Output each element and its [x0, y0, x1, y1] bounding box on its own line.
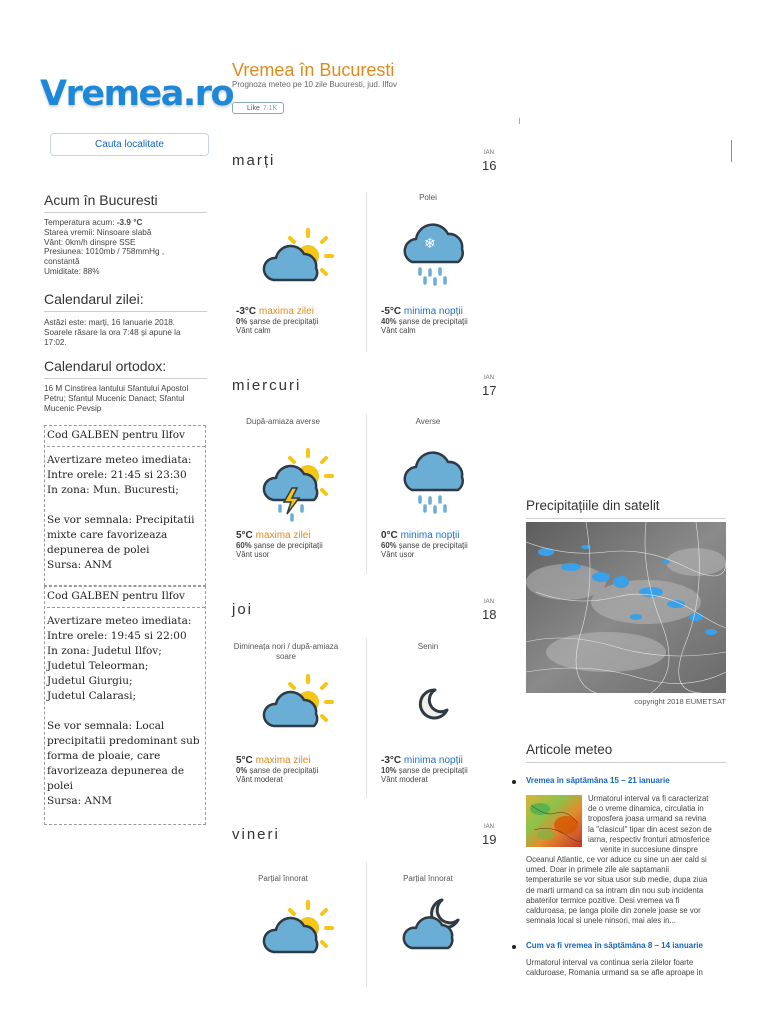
alert-line: polei — [47, 780, 73, 792]
precip-label: șanse de precipitații — [398, 317, 468, 326]
day-number: 17 — [482, 383, 497, 398]
calendar-line: Soarele răsare la ora 7:48 și apune la — [44, 327, 181, 337]
day-condition: După-amiaza averse — [246, 417, 320, 426]
humidity-line: Umiditate: 88% — [44, 266, 100, 276]
excerpt-line: Urmatorul interval va continua seria zilelor foarte — [526, 958, 694, 967]
list-bullet — [512, 945, 516, 949]
moon-cloud-icon — [398, 896, 478, 976]
alert-line: Se vor semnala: Precipitatii — [47, 514, 195, 526]
min-label: minima nopții — [400, 530, 460, 541]
min-temp: -3°C — [381, 755, 402, 766]
excerpt-line: Oceanul Atlantic, ce vor aduce cu sine un aer cald si — [526, 855, 707, 864]
alert-line: favorizeaza depunerea de — [47, 765, 185, 777]
excerpt-line: de marti urmand ca sa intram din nou sub incidenta — [526, 885, 704, 895]
excerpt-line: la "clasicul" tipar din acest sezon de — [588, 824, 712, 834]
precip-label: șanse de precipitații — [398, 766, 468, 775]
yellow-alert-box — [44, 586, 206, 825]
min-temp: 0°C — [381, 530, 398, 541]
min-label: minima nopții — [403, 755, 463, 766]
wind-line: Vânt: 0km/h dinspre SSE — [44, 237, 136, 247]
svg-text:❄: ❄ — [424, 236, 436, 252]
day-number: 19 — [482, 832, 497, 847]
excerpt-line: venite in succesiune dinspre — [600, 845, 698, 855]
precip-label: șanse de precipitații — [398, 541, 468, 550]
day-name: marți — [232, 152, 276, 169]
alert-title: Cod GALBEN pentru Ilfov — [47, 589, 205, 608]
pressure-line: Presiunea: 1010mb / 758mmHg , — [44, 247, 165, 257]
sun-cloud-icon — [256, 668, 336, 748]
night-forecast — [381, 306, 468, 335]
article-excerpt-continued — [526, 855, 726, 926]
day-forecast — [236, 306, 318, 335]
excerpt-line: calduroasa, pe langa ploile din zonele joase se vor — [526, 906, 701, 916]
article-thumbnail[interactable] — [526, 795, 582, 847]
alert-line — [47, 498, 205, 513]
article-link[interactable]: Cum va fi vremea în săptămâna 8 – 14 ianuarie — [526, 941, 703, 950]
excerpt-line: iarna, respectiv fronturi atmosferice — [588, 834, 710, 844]
satellite-map[interactable] — [526, 522, 726, 693]
excerpt-line: temperaturile se vor situa usor sub medie, dupa ziua — [526, 875, 708, 885]
alert-line: Judetul Calarasi; — [47, 690, 137, 702]
yellow-alert-box — [44, 425, 206, 586]
calendar-details — [44, 318, 207, 347]
sun-cloud-icon — [256, 222, 336, 302]
alert-line: Judetul Giurgiu; — [47, 675, 133, 687]
alert-line: depunerea de polei — [47, 544, 150, 556]
day-name: vineri — [232, 826, 280, 843]
site-logo[interactable]: Vremea.ro — [40, 74, 234, 114]
day-forecast — [236, 530, 323, 559]
max-temp: 5°C — [236, 530, 253, 541]
articles-title: Articole meteo — [526, 742, 726, 763]
orthodox-line: 16 M Cinstirea lantului Sfantului Apostol — [44, 384, 189, 393]
precip-chance: 40% — [381, 317, 397, 326]
night-forecast — [381, 755, 468, 784]
page-title: Vremea în Bucuresti — [232, 60, 395, 80]
precip-chance: 0% — [236, 766, 248, 775]
max-label: maxima zilei — [255, 530, 311, 541]
max-label: maxima zilei — [255, 755, 311, 766]
current-weather-details — [44, 218, 207, 277]
wind-info: Vânt moderat — [381, 775, 428, 784]
pressure-trend-line: constantă — [44, 257, 80, 267]
max-temp: -3°C — [236, 306, 257, 317]
excerpt-line: calduroase, Romania urmand sa se afle aproape in — [526, 968, 703, 978]
day-condition: Parțial înnorat — [258, 874, 308, 883]
alert-line: Avertizare meteo imediata: — [47, 454, 192, 466]
alert-line: Intre orele: 21:45 si 23:30 — [47, 469, 187, 481]
day-month: IAN — [484, 824, 495, 830]
night-forecast — [381, 530, 468, 559]
satellite-image — [526, 522, 726, 693]
sun-cloud-icon — [256, 894, 336, 974]
orthodox-line: Mucenic Pevsip — [44, 403, 102, 413]
precip-chance: 0% — [236, 317, 248, 326]
search-location-button[interactable]: Cauta localitate — [50, 133, 209, 156]
excerpt-line: abaterilor termice pozitive. Desi vremea va fi — [526, 895, 680, 905]
calendar-line: 17:02. — [44, 337, 67, 347]
max-temp: 5°C — [236, 755, 253, 766]
condition-line: Starea vremii: Ninsoare slabă — [44, 227, 152, 237]
sleet-icon — [398, 212, 478, 292]
wind-info: Vânt moderat — [236, 775, 283, 784]
alert-title: Cod GALBEN pentru Ilfov — [47, 428, 205, 447]
min-label: minima nopții — [403, 306, 463, 317]
orthodox-calendar-title: Calendarul ortodox: — [44, 358, 207, 379]
current-weather-title: Acum în Bucuresti — [44, 192, 207, 213]
day-number: 16 — [482, 158, 497, 173]
calendar-title: Calendarul zilei: — [44, 291, 207, 312]
thunder-rain-icon — [256, 442, 336, 522]
day-forecast — [236, 755, 318, 784]
excerpt-line: umed. Doar in primele zile ale saptamanii — [526, 865, 670, 875]
day-name: joi — [232, 601, 254, 618]
night-condition: Parțial înnorat — [403, 874, 453, 883]
article-link[interactable]: Vremea în săptămâna 15 – 21 ianuarie — [526, 776, 670, 785]
alert-line: In zona: Judetul Ilfov; — [47, 645, 162, 657]
alert-line: precipitatii predominant sub — [47, 735, 200, 747]
orthodox-calendar-details — [44, 384, 207, 413]
list-bullet — [512, 780, 516, 784]
article-excerpt — [526, 958, 726, 978]
alert-line: Avertizare meteo imediata: — [47, 615, 192, 627]
alert-line: In zona: Mun. Bucuresti; — [47, 484, 179, 496]
alert-line — [47, 704, 205, 719]
alert-line: mixte care favorizeaza — [47, 529, 168, 541]
alert-line: Sursa: ANM — [47, 559, 113, 571]
max-label: maxima zilei — [258, 306, 314, 317]
alert-line: Sursa: ANM — [47, 795, 113, 807]
temp-label: Temperatura acum: — [44, 218, 117, 227]
day-name: miercuri — [232, 377, 302, 394]
excerpt-line: semnala local si unele ninsori, mai ales in... — [526, 916, 676, 926]
wind-info: Vânt usor — [381, 550, 415, 559]
article-excerpt — [588, 794, 728, 855]
day-condition: Dimineața nori / după-amiaza soare — [233, 642, 339, 661]
calendar-line: Astăzi este: marți, 16 Ianuarie 2018. — [44, 318, 176, 327]
alert-line: Intre orele: 19:45 si 22:00 — [47, 630, 187, 642]
wind-info: Vânt usor — [236, 550, 270, 559]
wind-info: Vânt calm — [236, 326, 271, 335]
like-label: Like — [247, 104, 260, 112]
excerpt-line: Urmatorul interval va fi caracterizat — [588, 794, 709, 803]
satellite-title: Precipitațiile din satelit — [526, 498, 726, 519]
wind-info: Vânt calm — [381, 326, 416, 335]
precip-label: șanse de precipitații — [253, 541, 323, 550]
moon-icon — [413, 684, 453, 724]
precip-label: șanse de precipitații — [249, 766, 319, 775]
precip-chance: 60% — [381, 541, 397, 550]
min-temp: -5°C — [381, 306, 402, 317]
precip-label: șanse de precipitații — [249, 317, 319, 326]
satellite-copyright: copyright 2018 EUMETSAT — [634, 697, 726, 706]
alert-line: Se vor semnala: Local — [47, 720, 165, 732]
night-condition: Polei — [419, 193, 437, 202]
rain-cloud-icon — [398, 440, 478, 520]
excerpt-line: troposfera joasa urmand sa revina — [588, 814, 707, 824]
night-condition: Averse — [415, 417, 441, 426]
day-month: IAN — [484, 375, 495, 381]
precip-chance: 60% — [236, 541, 252, 550]
day-number: 18 — [482, 607, 497, 622]
orthodox-line: Petru; Sfantul Mucenic Danact; Sfantul — [44, 393, 185, 403]
night-condition: Senin — [417, 642, 439, 651]
temp-value: -3.9 °C — [116, 218, 143, 227]
alert-line: Judetul Teleorman; — [47, 660, 149, 672]
like-count: 7.1K — [262, 104, 278, 112]
page-subtitle: Prognoza meteo pe 10 zile Bucuresti, jud. Ilfov — [232, 80, 397, 89]
day-month: IAN — [484, 150, 495, 156]
precip-chance: 10% — [381, 766, 397, 775]
day-month: IAN — [484, 599, 495, 605]
alert-line: forma de ploaie, care — [47, 750, 161, 762]
facebook-like-button[interactable] — [232, 102, 284, 114]
excerpt-line: de o vreme dinamica, circulatia in — [588, 804, 704, 814]
